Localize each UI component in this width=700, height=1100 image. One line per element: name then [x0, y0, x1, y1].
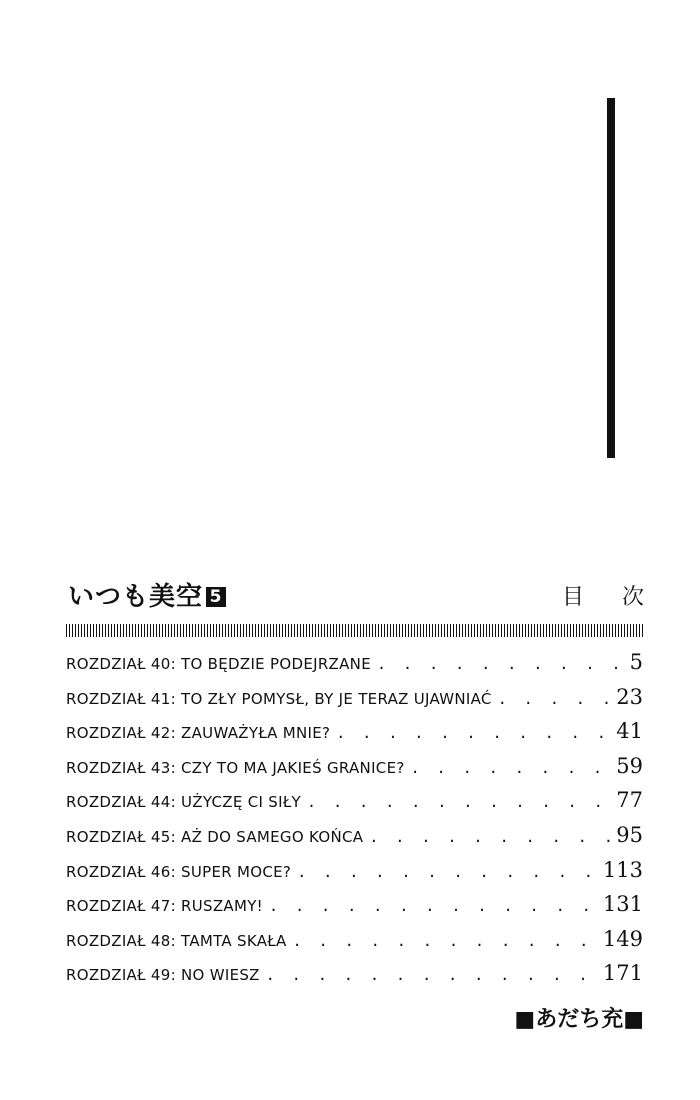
toc-page-number: 23 — [616, 684, 643, 709]
author-credit: ■あだち充■ — [514, 1007, 644, 1032]
toc-page-number: 77 — [616, 788, 643, 813]
dot-leader — [269, 897, 599, 915]
toc-row — [66, 961, 643, 996]
toc-row — [66, 823, 643, 858]
dot-leader — [297, 863, 599, 881]
toc-row — [66, 927, 643, 962]
dot-leader — [336, 724, 612, 742]
dot-leader — [411, 759, 613, 777]
toc-chapter-title: ROZDZIAŁ 46: SUPER MOCE? — [66, 862, 292, 881]
toc-chapter-title: ROZDZIAŁ 41: TO ZŁY POMYSŁ, BY JE TERAZ UJAWNIAĆ — [66, 689, 492, 708]
toc-page-number: 5 — [629, 650, 643, 674]
toc-row — [66, 719, 643, 754]
dot-leader — [266, 966, 599, 984]
series-title — [68, 576, 226, 613]
toc-page-number: 59 — [616, 753, 643, 778]
dot-leader — [369, 828, 612, 846]
toc-page-number: 149 — [602, 926, 643, 951]
toc-row — [66, 685, 643, 720]
toc-chapter-title: ROZDZIAŁ 40: TO BĘDZIE PODEJRZANE — [66, 655, 371, 673]
series-title-text: いつも美空 — [68, 582, 204, 612]
toc-row — [66, 788, 643, 823]
toc-page-number: 113 — [602, 857, 643, 882]
toc-row — [66, 650, 643, 685]
table-of-contents — [66, 650, 643, 996]
contents-header — [68, 574, 682, 614]
vertical-bar-decoration — [607, 98, 615, 458]
toc-row — [66, 754, 643, 789]
dot-leader — [377, 655, 626, 673]
dot-leader — [293, 932, 599, 950]
toc-row — [66, 892, 643, 927]
dot-leader — [498, 690, 613, 708]
toc-page-number: 131 — [602, 892, 643, 917]
toc-chapter-title: ROZDZIAŁ 44: UŻYCZĘ CI SIŁY — [66, 793, 302, 812]
toc-row — [66, 858, 643, 893]
toc-chapter-title: ROZDZIAŁ 48: TAMTA SKAŁA — [66, 931, 287, 950]
toc-chapter-title: ROZDZIAŁ 47: RUSZAMY! — [66, 897, 264, 916]
tick-rule-divider — [66, 624, 644, 637]
volume-badge: 5 — [206, 587, 226, 607]
contents-label: 目次 — [561, 585, 682, 610]
toc-chapter-title: ROZDZIAŁ 43: CZY TO MA JAKIEŚ GRANICE? — [66, 758, 405, 777]
toc-page-number: 41 — [616, 719, 643, 744]
dot-leader — [307, 793, 612, 811]
toc-chapter-title: ROZDZIAŁ 45: AŻ DO SAMEGO KOŃCA — [66, 827, 364, 846]
toc-page-number: 95 — [616, 822, 643, 847]
toc-page-number: 171 — [602, 961, 643, 986]
toc-chapter-title: ROZDZIAŁ 49: NO WIESZ — [66, 966, 260, 985]
toc-chapter-title: ROZDZIAŁ 42: ZAUWAŻYŁA MNIE? — [66, 724, 331, 743]
